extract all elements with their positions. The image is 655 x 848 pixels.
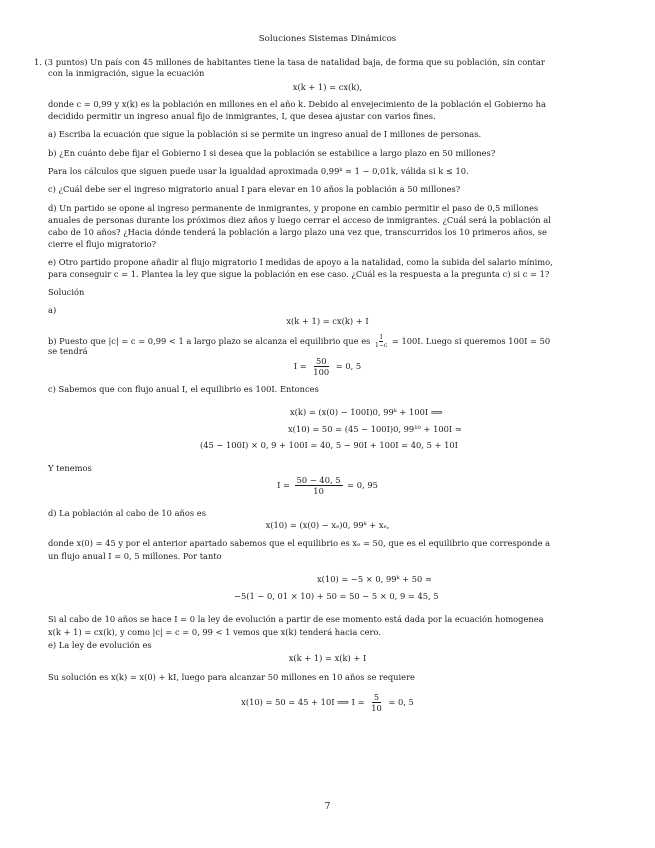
solution-d-eq-2: x(10) = −5 × 0, 99ᵏ + 50 ≃ (317, 574, 432, 584)
solution-c-eq-2: x(10) = 50 = (45 − 100I)0, 99¹⁰ + 100I ≃ (288, 424, 462, 434)
solution-d-line-2: donde x(0) = 45 y por el anterior apartado sabemos que el equilibrio es xₑ = 50, que es el equilibrio que corresponde a (48, 538, 551, 548)
problem-line-1: 1. (3 puntos) Un país con 45 millones de habitantes tiene la tasa de natalidad baja, de forma que su población, sin contar (34, 57, 545, 67)
solution-e-eq-1: x(k + 1) = x(k) + I (288, 653, 367, 663)
page-number: 7 (324, 802, 331, 812)
solution-e-line-2: Su solución es x(k) = x(0) + kI, luego para alcanzar 50 millones en 10 años se requiere (48, 672, 415, 682)
question-e-line-2: para conseguir c = 1. Plantea la ley que sigue la población en ese caso. ¿Cuál es la respuesta a la pregunta c) si c = 1? (48, 269, 550, 279)
question-d-line-2: anuales de personas durante los próximos diez años y luego cerrar el acceso de inmigrantes. ¿Cuál será la población al (48, 215, 551, 225)
equation-1: x(k + 1) = cx(k), (292, 82, 363, 92)
question-b-note: Para los cálculos que siguen puede usar la igualdad aproximada 0,99ᵏ ≃ 1 − 0,01k, válida si k ≤ 10. (48, 166, 469, 176)
question-c: c) ¿Cuál debe ser el ingreso migratorio anual I para elevar en 10 años la población a 50 millones? (48, 184, 461, 194)
solution-b-line-2: se tendrá (48, 346, 88, 356)
solution-c-line-2: Y tenemos (48, 463, 92, 473)
solution-d-eq-1: x(10) = (x(0) − xₑ)0, 99ᵏ + xₑ, (265, 520, 390, 530)
question-b: b) ¿En cuánto debe fijar el Gobierno I si desea que la población se estabilice a largo plazo en 50 millones? (48, 148, 496, 158)
solution-b-line-1: b) Puesto que |c| = c = 0,99 < 1 a largo plazo se alcanza el equilibrio que es $\frac{I}{1-c}$ = 100I. Luego si queremos 100I = 50 (48, 334, 551, 349)
solution-c-equation-4: I = $\frac{50 - 40, 5}{10}$ = 0, 95 (277, 475, 378, 496)
problem-line-3: donde c = 0,99 y x(k) es la población en millones en el año k. Debido al envejecimiento de la población el Gobierno ha (48, 99, 546, 109)
solution-heading: Solución (48, 287, 85, 297)
solution-e-line-1: e) La ley de evolución es (48, 640, 152, 650)
solution-d-line-5: x(k + 1) = cx(k), y como |c| = c = 0, 99 < 1 vemos que x(k) tenderá hacia cero. (48, 627, 381, 637)
equilibrium-fraction: $\frac{I}{1-c}$ (375, 334, 388, 349)
question-a: a) Escriba la ecuación que sigue la población si se permite un ingreso anual de I millones de personas. (48, 129, 482, 139)
question-d-line-3: cabo de 10 años? ¿Hacia dónde tenderá la población a largo plazo una vez que, transcurridos los 10 primeros años, se (48, 227, 547, 237)
problem-line-2: con la inmigración, sigue la ecuación (48, 68, 205, 78)
solution-d-line-4: Si al cabo de 10 años se hace I = 0 la ley de evolución a partir de ese momento está dada por la ecuación homogenea (48, 614, 544, 624)
solution-d-line-1: d) La población al cabo de 10 años es (48, 508, 206, 518)
solution-b-equation: I = $\frac{50}{100}$ = 0, 5 (293, 356, 362, 377)
problem-line-4: decidido permitir un ingreso anual fijo de inmigrantes, I, que desea ajustar con varios fines. (48, 111, 436, 121)
question-e-line-1: e) Otro partido propone añadir al flujo migratorio I medidas de apoyo a la natalidad, como la subida del salario mínimo, (48, 257, 553, 267)
solution-d-eq-3: −5(1 − 0, 01 × 10) + 50 = 50 − 5 × 0, 9 = 45, 5 (234, 591, 439, 601)
question-d-line-1: d) Un partido se opone al ingreso permanente de inmigrantes, y propone en cambio permitir el paso de 0,5 millones (48, 203, 539, 213)
solution-e-equation-2: x(10) = 50 = 45 + 10I ⟹ I = $\frac{5}{10}$ = 0, 5 (241, 692, 414, 713)
solution-a-equation: x(k + 1) = cx(k) + I (286, 316, 369, 326)
solution-c-line-1: c) Sabemos que con flujo anual I, el equilibrio es 100I. Entonces (48, 384, 319, 394)
solution-c-eq-3: (45 − 100I) × 0, 9 + 100I = 40, 5 − 90I + 100I = 40, 5 + 10I (200, 440, 458, 450)
solution-a-label: a) (48, 305, 57, 315)
solution-d-line-3: un flujo anual I = 0, 5 millones. Por tanto (48, 551, 222, 561)
question-d-line-4: cierre el flujo migratorio? (48, 239, 157, 249)
solution-c-eq-1: x(k) = (x(0) − 100I)0, 99ᵏ + 100I ⟹ (290, 407, 443, 417)
page-title: Soluciones Sistemas Dinámicos (258, 34, 397, 44)
